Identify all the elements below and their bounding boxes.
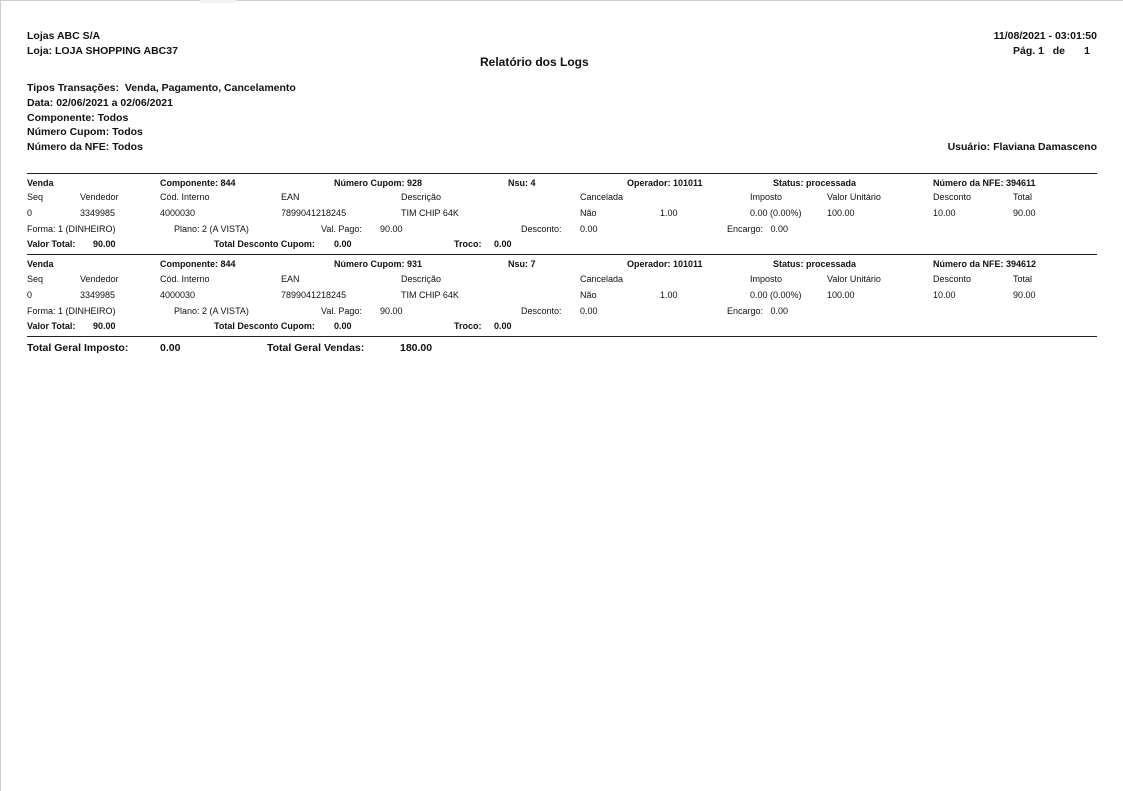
nfe-label: Número da NFE: [933,259,1004,269]
transaction-operador [627,259,703,269]
troco-label: Troco: [454,239,482,249]
status-label: Status: [773,259,804,269]
filter-tipos-value: Venda, Pagamento, Cancelamento [124,82,296,94]
col-cod-interno: Cód. Interno [160,192,210,202]
payment-val-pago-value: 90.00 [380,224,403,234]
item-imposto: 0.00 (0.00%) [750,290,802,300]
col-desconto: Desconto [933,274,972,284]
encargo-value: 0.00 [770,224,789,234]
nsu-label: Nsu: [508,259,528,269]
transaction-nsu [508,178,536,188]
col-valor-unitario: Valor Unitário [827,192,881,202]
store-label: Loja: [27,45,53,57]
item-cancelada: Não [580,208,597,218]
forma-value: 1 (DINHEIRO) [58,306,116,316]
transaction-type: Venda [27,178,54,188]
transaction-top-rule [27,173,1097,174]
total-desconto-cupom-value: 0.00 [334,239,352,249]
nsu-value: 4 [530,178,536,188]
payment-forma [27,306,116,316]
col-total: Total [1013,192,1033,202]
transaction-operador [627,178,703,188]
page-indicator [1013,45,1090,57]
componente-label: Componente: [160,259,218,269]
filter-data [27,97,173,109]
item-vendedor: 3349985 [80,290,116,300]
item-imposto: 0.00 (0.00%) [750,208,802,218]
item-seq: 0 [27,290,33,300]
total-desconto-cupom-label: Total Desconto Cupom: [214,321,315,331]
col-descricao: Descrição [401,274,442,284]
payment-desconto-label: Desconto: [521,306,562,316]
transaction-cupom [334,178,422,188]
item-valor-unitario: 100.00 [827,290,855,300]
item-ean: 7899041218245 [281,290,347,300]
col-valor-unitario: Valor Unitário [827,274,881,284]
payment-forma [27,224,116,234]
totals-rule [27,336,1097,337]
transaction-status [773,178,856,188]
payment-plano [174,306,249,316]
nsu-value: 7 [530,259,536,269]
item-total: 90.00 [1013,290,1036,300]
payment-encargo [727,224,788,234]
cupom-value: 931 [407,259,423,269]
componente-label: Componente: [160,178,218,188]
payment-desconto-value: 0.00 [580,224,598,234]
col-descricao: Descrição [401,192,442,202]
company-name: Lojas ABC S/A [27,30,101,42]
col-cancelada: Cancelada [580,274,624,284]
col-cod-interno: Cód. Interno [160,274,210,284]
payment-val-pago-label: Val. Pago: [321,224,362,234]
valor-total-label: Valor Total: [27,321,76,331]
filter-nfe [27,141,143,153]
col-total: Total [1013,274,1033,284]
item-seq: 0 [27,208,33,218]
item-valor-unitario: 100.00 [827,208,855,218]
transaction-type: Venda [27,259,54,269]
item-cod-interno: 4000030 [160,290,196,300]
payment-plano [174,224,249,234]
item-desconto: 10.00 [933,290,956,300]
total-geral-vendas-value: 180.00 [400,342,433,354]
operador-value: 101011 [673,259,703,269]
payment-val-pago-value: 90.00 [380,306,403,316]
item-total: 90.00 [1013,208,1036,218]
col-ean: EAN [281,274,300,284]
transaction-nfe [933,178,1036,188]
transaction-status [773,259,856,269]
filter-usuario-value: Flaviana Damasceno [993,141,1097,153]
page-total: 1 [1084,45,1090,57]
item-descricao: TIM CHIP 64K [401,208,459,218]
col-cancelada: Cancelada [580,192,624,202]
valor-total-value: 90.00 [93,321,116,331]
encargo-label: Encargo: [727,224,764,234]
cupom-value: 928 [407,178,423,188]
transaction-nsu [508,259,536,269]
filter-cupom-value: Todos [112,126,143,138]
item-cod-interno: 4000030 [160,208,196,218]
operador-label: Operador: [627,259,671,269]
filter-cupom-label: Número Cupom: [27,126,110,138]
item-cancelada: Não [580,290,597,300]
col-imposto: Imposto [750,274,783,284]
store-line [27,45,178,57]
encargo-label: Encargo: [727,306,764,316]
filter-componente [27,112,128,124]
cupom-label: Número Cupom: [334,259,405,269]
encargo-value: 0.00 [770,306,789,316]
plano-label: Plano: [174,306,200,316]
col-seq: Seq [27,274,44,284]
item-ean: 7899041218245 [281,208,347,218]
payment-encargo [727,306,788,316]
filter-nfe-value: Todos [112,141,143,153]
troco-label: Troco: [454,321,482,331]
valor-total-label: Valor Total: [27,239,76,249]
store-name: LOJA SHOPPING ABC37 [55,45,178,57]
col-vendedor: Vendedor [80,274,119,284]
forma-label: Forma: [27,306,56,316]
status-value: processada [806,259,857,269]
forma-label: Forma: [27,224,56,234]
troco-value: 0.00 [494,321,512,331]
nsu-label: Nsu: [508,178,528,188]
payment-val-pago-label: Val. Pago: [321,306,362,316]
page-of: de [1052,45,1065,57]
col-desconto: Desconto [933,192,972,202]
status-value: processada [806,178,857,188]
operador-value: 101011 [673,178,703,188]
filter-data-label: Data: [27,97,54,109]
filter-usuario-label: Usuário: [947,141,991,153]
col-imposto: Imposto [750,192,783,202]
filter-data-value: 02/06/2021 a 02/06/2021 [56,97,173,109]
total-desconto-cupom-value: 0.00 [334,321,352,331]
payment-desconto-label: Desconto: [521,224,562,234]
page-number: 1 [1038,45,1044,57]
nfe-label: Número da NFE: [933,178,1004,188]
filter-cupom [27,126,143,138]
filter-tipos [27,82,296,94]
filter-nfe-label: Número da NFE: [27,141,110,153]
item-vendedor: 3349985 [80,208,116,218]
total-geral-imposto-label: Total Geral Imposto: [27,342,129,354]
item-quantidade: 1.00 [660,290,678,300]
transaction-top-rule [27,254,1097,255]
componente-value: 844 [220,259,236,269]
status-label: Status: [773,178,804,188]
transaction-componente [160,178,236,188]
payment-desconto-value: 0.00 [580,306,598,316]
filter-componente-value: Todos [97,112,129,124]
plano-value: 2 (A VISTA) [202,224,249,234]
filter-componente-label: Componente: [27,112,95,124]
forma-value: 1 (DINHEIRO) [58,224,116,234]
cupom-label: Número Cupom: [334,178,405,188]
item-quantidade: 1.00 [660,208,678,218]
total-geral-imposto-value: 0.00 [160,342,181,354]
total-desconto-cupom-label: Total Desconto Cupom: [214,239,315,249]
valor-total-value: 90.00 [93,239,116,249]
viewer-tab-marker [200,0,236,3]
transaction-componente [160,259,236,269]
report-title: Relatório dos Logs [480,55,589,69]
col-vendedor: Vendedor [80,192,119,202]
nfe-value: 394611 [1006,178,1036,188]
item-descricao: TIM CHIP 64K [401,290,459,300]
filter-tipos-label: Tipos Transações: [27,82,120,94]
transaction-cupom [334,259,422,269]
troco-value: 0.00 [494,239,512,249]
nfe-value: 394612 [1006,259,1037,269]
total-geral-vendas-label: Total Geral Vendas: [267,342,365,354]
item-desconto: 10.00 [933,208,956,218]
col-seq: Seq [27,192,44,202]
plano-value: 2 (A VISTA) [202,306,249,316]
plano-label: Plano: [174,224,200,234]
operador-label: Operador: [627,178,671,188]
transaction-nfe [933,259,1036,269]
page-label: Pág. [1013,45,1036,57]
col-ean: EAN [281,192,300,202]
componente-value: 844 [220,178,236,188]
report-datetime: 11/08/2021 - 03:01:50 [993,30,1097,42]
filter-usuario [948,141,1097,153]
